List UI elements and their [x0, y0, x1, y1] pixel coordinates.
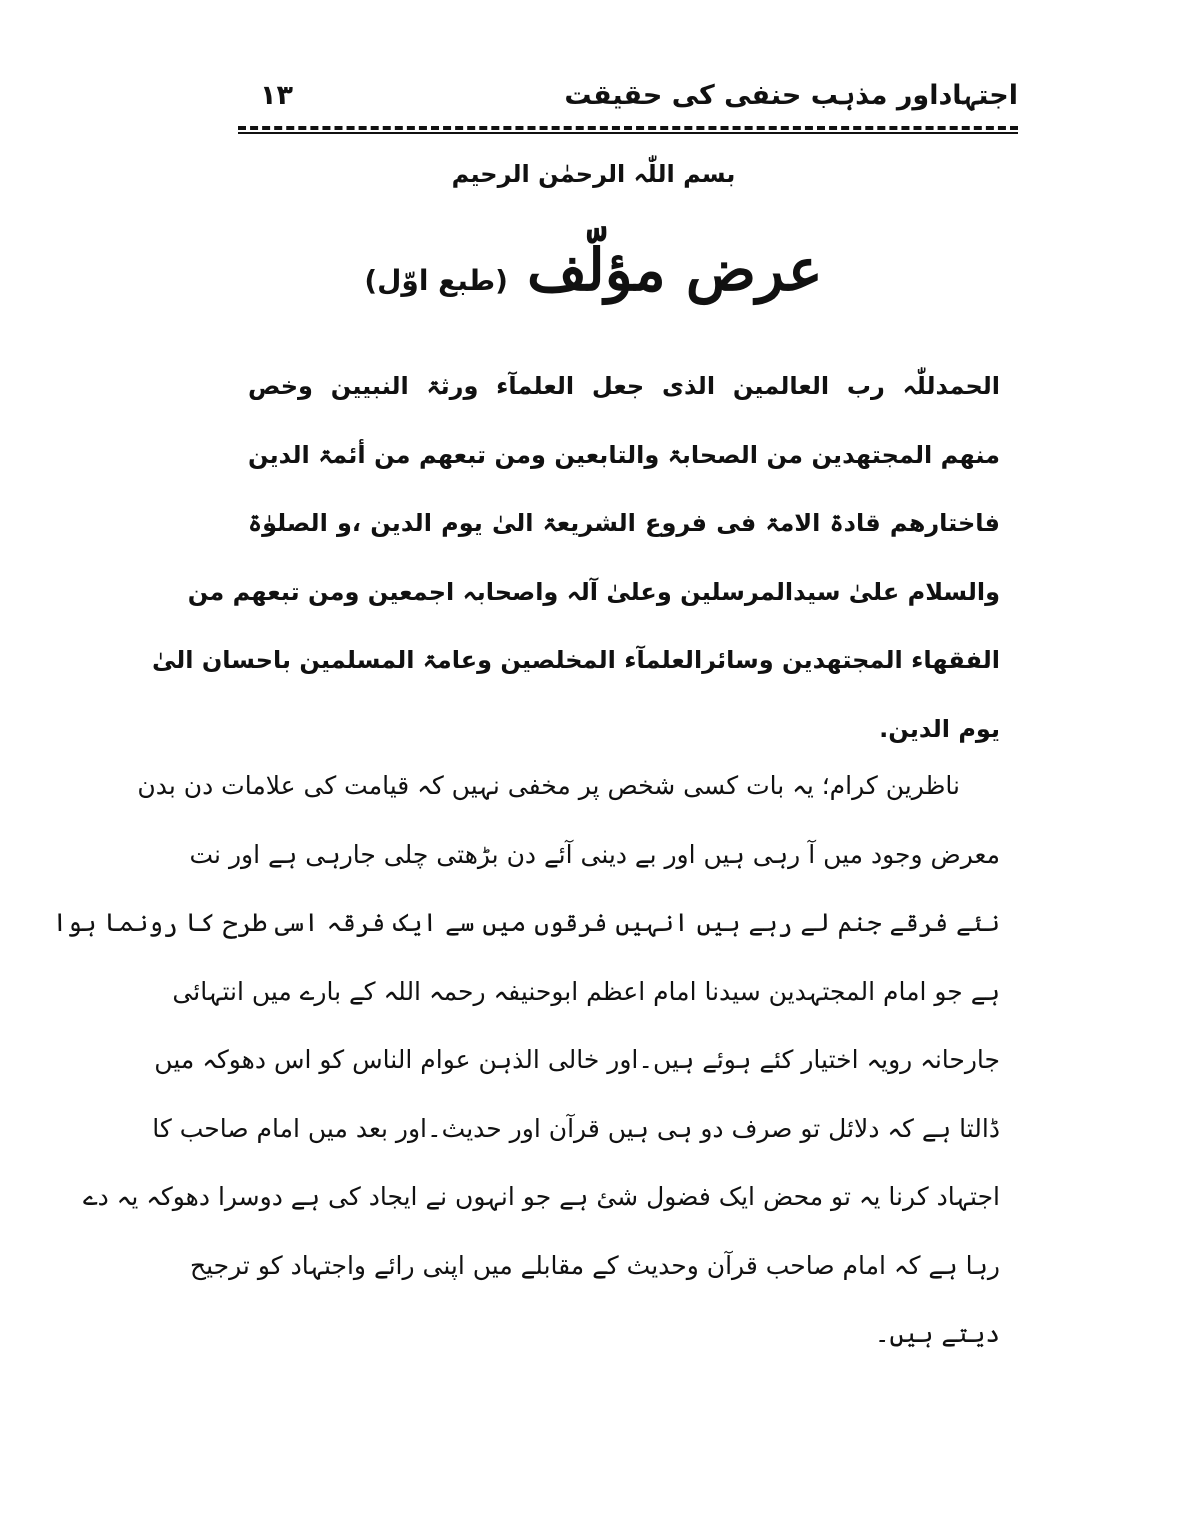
running-title: اجتہاداور مذہب حنفی کی حقیقت — [564, 80, 1018, 111]
arabic-preface — [151, 352, 1000, 763]
urdu-line: ناظرین کرام؛ یہ بات کسی شخص پر مخفی نہیں کہ قیامت کی علامات دن بدن — [137, 771, 960, 800]
arabic-line: منھم المجتھدین من الصحابۃ والتابعین ومن تبعھم من أئمۃ الدین — [248, 440, 1000, 469]
urdu-line: رہا ہے کہ امام صاحب قرآن وحدیث کے مقابلے میں اپنی رائے واجتہاد کو ترجیح — [189, 1250, 1000, 1280]
page-number: ۱۳ — [260, 80, 293, 111]
bismillah: بسم اللّٰہ الرحمٰن الرحیم — [451, 160, 736, 188]
urdu-line: ڈالتا ہے کہ دلائل تو صرف دو ہی ہیں قرآن اور حدیث۔اور بعد میں امام صاحب کا — [152, 1113, 1000, 1143]
title-subtitle: (طبع اوّل) — [364, 264, 508, 297]
urdu-line: نئے فرقے جنم لے رہے ہیں انہیں فرقوں میں سے ایک فرقہ اسی طرح کا رونما ہوا — [52, 908, 1000, 937]
urdu-line: دیتے ہیں۔ — [874, 1319, 1000, 1348]
arabic-line: فاختارھم قادۃ الامۃ فی فروع الشریعۃ الیٰ یوم الدین ،و الصلوٰۃ — [248, 509, 1000, 537]
urdu-body — [52, 752, 1000, 1369]
header-rule — [238, 126, 1018, 134]
arabic-line: یوم الدین. — [879, 714, 1000, 743]
urdu-line: جارحانہ رویہ اختیار کئے ہوئے ہیں۔اور خالی الذہن عوام الناس کو اس دھوکہ میں — [154, 1045, 1000, 1074]
title-main: عرض مؤلّف — [527, 236, 823, 304]
urdu-line: ہے جو امام المجتہدین سیدنا امام اعظم ابوحنیفہ رحمہ اللہ کے بارے میں انتہائی — [172, 976, 1000, 1006]
arabic-line: والسلام علیٰ سیدالمرسلین وعلیٰ آلہ واصحابہ اجمعین ومن تبعھم من — [187, 577, 1000, 606]
arabic-line: الفقھاء المجتھدین وسائرالعلمآء المخلصین وعامۃ المسلمین باحسان الیٰ — [151, 646, 1000, 674]
urdu-line: معرض وجود میں آ رہی ہیں اور بے دینی آئے دن بڑھتی چلی جارہی ہے اور نت — [189, 839, 1000, 869]
page-header — [238, 78, 1018, 126]
section-title — [0, 236, 1187, 304]
urdu-line: اجتہاد کرنا یہ تو محض ایک فضول شئ ہے جو انہوں نے ایجاد کی ہے دوسرا دھوکہ یہ دے — [82, 1182, 1000, 1211]
arabic-line: الحمدللّٰہ رب العالمین الذی جعل العلمآء ورثۃ النبیین وخص — [248, 372, 1000, 400]
